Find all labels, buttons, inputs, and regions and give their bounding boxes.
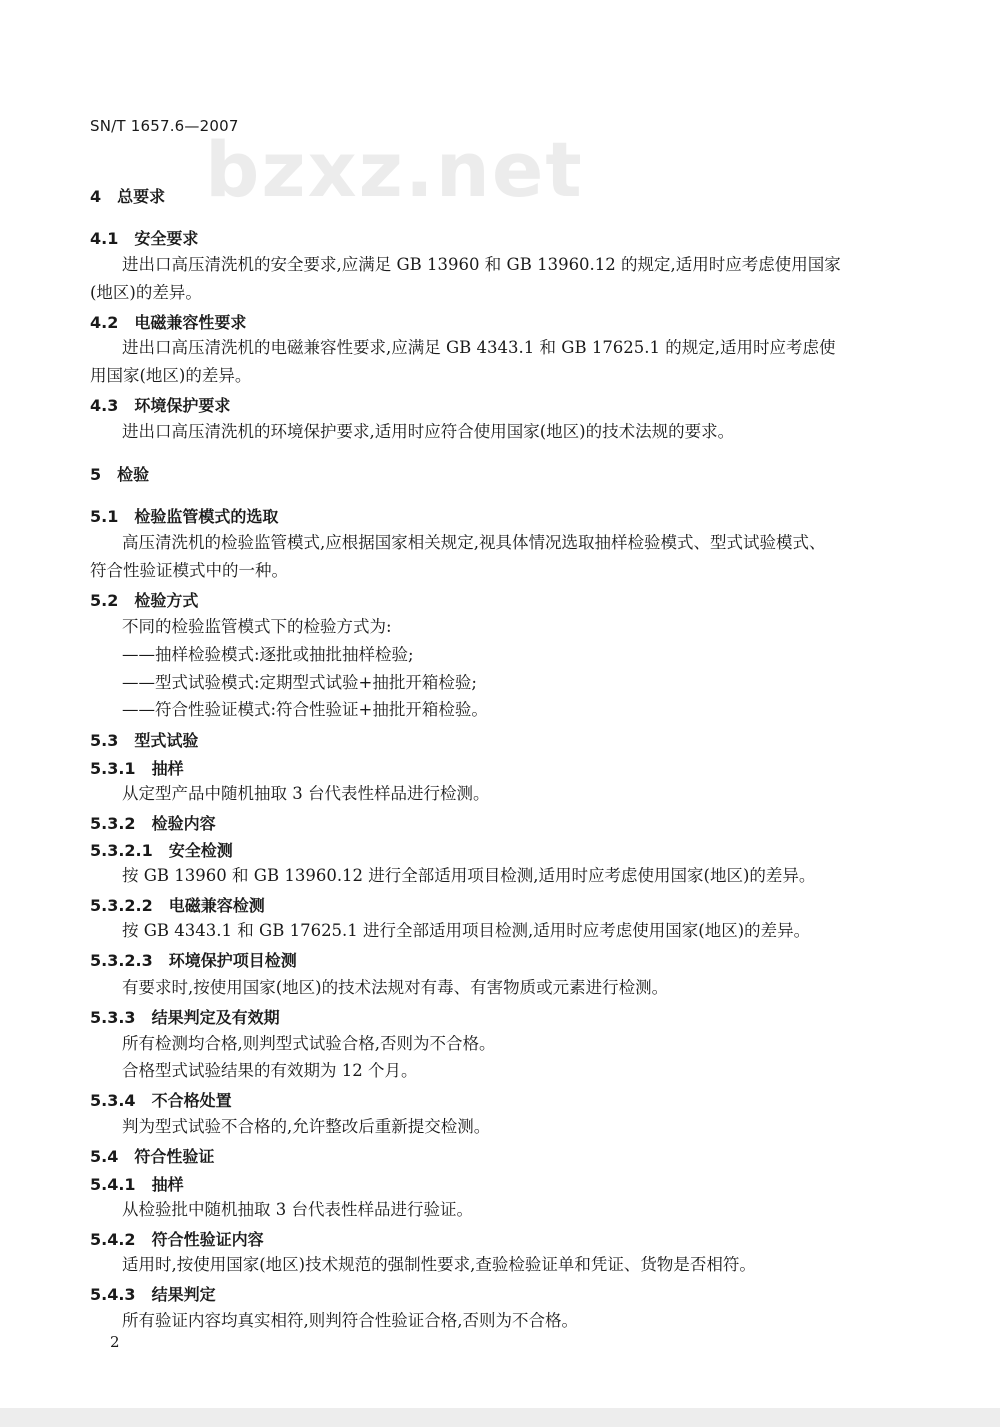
section-heading [90, 1175, 184, 1195]
section-heading [90, 759, 184, 779]
section-title: 检验 [117, 465, 150, 484]
paragraph-line: 从定型产品中随机抽取 3 台代表性样品进行检测。 [122, 784, 490, 803]
section-title: 型式试验 [134, 731, 199, 750]
paragraph-line: 适用时,按使用国家(地区)技术规范的强制性要求,查验检验证单和凭证、货物是否相符。 [122, 1255, 756, 1274]
section-heading [90, 951, 297, 971]
paragraph-line: 按 GB 13960 和 GB 13960.12 进行全部适用项目检测,适用时应考虑使用国家(地区)的差异。 [122, 866, 816, 885]
section-title: 电磁兼容性要求 [134, 313, 247, 332]
section-number: 5.4.2 [90, 1230, 136, 1249]
section-heading [90, 1091, 232, 1111]
section-heading [90, 313, 246, 333]
watermark: bzxz.net [205, 125, 584, 214]
paragraph-line: 按 GB 4343.1 和 GB 17625.1 进行全部适用项目检测,适用时应考虑使用国家(地区)的差异。 [122, 921, 811, 940]
section-number: 5.3.4 [90, 1091, 136, 1110]
paragraph-line: 判为型式试验不合格的,允许整改后重新提交检测。 [122, 1117, 491, 1136]
section-number: 4 [90, 187, 102, 206]
section-heading [90, 465, 149, 485]
section-number: 5.1 [90, 507, 119, 526]
section-title: 符合性验证 [134, 1147, 215, 1166]
section-title: 结果判定 [151, 1285, 216, 1304]
section-title: 结果判定及有效期 [151, 1008, 280, 1027]
section-heading [90, 1230, 264, 1250]
section-number: 5.2 [90, 591, 119, 610]
page-number: 2 [110, 1333, 120, 1351]
paragraph-line: 进出口高压清洗机的电磁兼容性要求,应满足 GB 4343.1 和 GB 17625.1 的规定,适用时应考虑使 [122, 338, 836, 357]
section-number: 4.3 [90, 396, 119, 415]
paragraph-line: 用国家(地区)的差异。 [90, 366, 252, 385]
section-title: 检验内容 [151, 814, 216, 833]
section-heading [90, 396, 230, 416]
section-number: 5.4.3 [90, 1285, 136, 1304]
section-title: 安全检测 [168, 841, 233, 860]
section-heading [90, 1285, 216, 1305]
paragraph-line: 有要求时,按使用国家(地区)的技术法规对有毒、有害物质或元素进行检测。 [122, 978, 669, 997]
section-heading [90, 841, 233, 861]
document-id: SN/T 1657.6—2007 [90, 117, 239, 135]
paragraph-line: ——抽样检验模式:逐批或抽批抽样检验; [122, 645, 414, 664]
paragraph-line: 合格型式试验结果的有效期为 12 个月。 [122, 1061, 418, 1080]
section-title: 抽样 [151, 759, 184, 778]
section-title: 安全要求 [134, 229, 199, 248]
paragraph-line: 所有检测均合格,则判型式试验合格,否则为不合格。 [122, 1034, 496, 1053]
section-number: 4.2 [90, 313, 119, 332]
section-heading [90, 229, 198, 249]
section-title: 符合性验证内容 [151, 1230, 264, 1249]
section-number: 5.3 [90, 731, 119, 750]
section-heading [90, 187, 165, 207]
paragraph-line: ——符合性验证模式:符合性验证+抽批开箱检验。 [122, 700, 488, 719]
section-number: 4.1 [90, 229, 119, 248]
section-heading [90, 1008, 280, 1028]
section-number: 5.3.2.3 [90, 951, 153, 970]
section-title: 电磁兼容检测 [168, 896, 265, 915]
paragraph-line: 不同的检验监管模式下的检验方式为: [122, 617, 392, 636]
section-title: 环境保护项目检测 [168, 951, 297, 970]
paragraph-line: 进出口高压清洗机的环境保护要求,适用时应符合使用国家(地区)的技术法规的要求。 [122, 422, 735, 441]
section-heading [90, 507, 278, 527]
section-title: 检验方式 [134, 591, 199, 610]
section-heading [90, 1147, 214, 1167]
section-heading [90, 814, 216, 834]
section-title: 不合格处置 [151, 1091, 232, 1110]
section-number: 5.3.3 [90, 1008, 136, 1027]
section-title: 抽样 [151, 1175, 184, 1194]
section-number: 5.3.2.2 [90, 896, 153, 915]
paragraph-line: ——型式试验模式:定期型式试验+抽批开箱检验; [122, 673, 477, 692]
section-title: 总要求 [117, 187, 166, 206]
paragraph-line: 符合性验证模式中的一种。 [90, 561, 288, 580]
paragraph-line: (地区)的差异。 [90, 283, 202, 302]
section-title: 环境保护要求 [134, 396, 231, 415]
section-heading [90, 731, 198, 751]
section-heading [90, 896, 265, 916]
section-number: 5.4.1 [90, 1175, 136, 1194]
section-number: 5 [90, 465, 102, 484]
paragraph-line: 高压清洗机的检验监管模式,应根据国家相关规定,视具体情况选取抽样检验模式、型式试验模式、 [122, 533, 826, 552]
paragraph-line: 进出口高压清洗机的安全要求,应满足 GB 13960 和 GB 13960.12 的规定,适用时应考虑使用国家 [122, 255, 841, 274]
section-number: 5.3.2.1 [90, 841, 153, 860]
section-number: 5.4 [90, 1147, 119, 1166]
section-title: 检验监管模式的选取 [134, 507, 279, 526]
section-number: 5.3.1 [90, 759, 136, 778]
section-number: 5.3.2 [90, 814, 136, 833]
paragraph-line: 从检验批中随机抽取 3 台代表性样品进行验证。 [122, 1200, 473, 1219]
paragraph-line: 所有验证内容均真实相符,则判符合性验证合格,否则为不合格。 [122, 1311, 578, 1330]
section-heading [90, 591, 198, 611]
